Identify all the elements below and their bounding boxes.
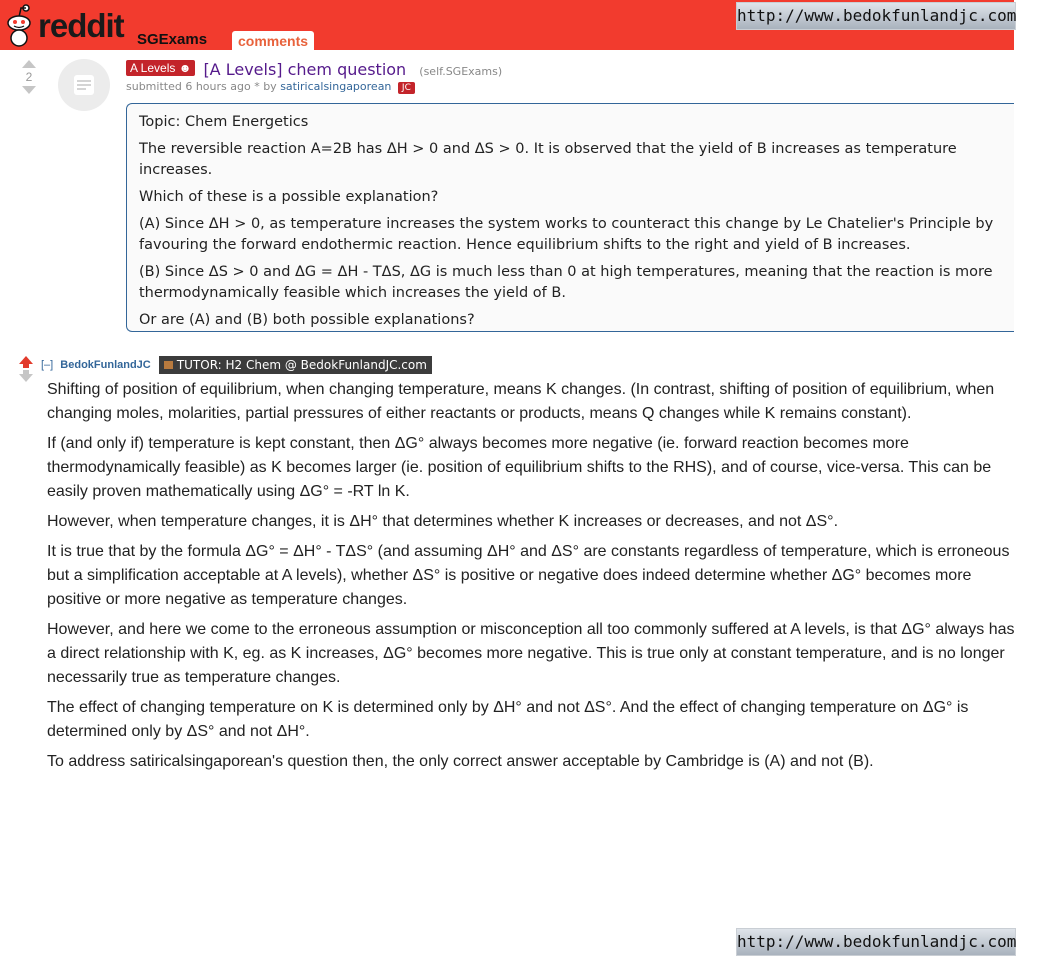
comment-paragraph: However, and here we come to the erroneous assumption or misconception all too commonly suffered at A levels, is that ΔG° always has a direct relationship with K, eg. as K increases, ΔG° becomes more negative. This is true only at constant temperature, and is no longer necessarily true as temperature changes. bbox=[47, 621, 1015, 686]
downvote-icon[interactable] bbox=[22, 86, 36, 94]
post-tagline bbox=[126, 80, 415, 94]
link-flair: A Levels ☻ bbox=[126, 60, 195, 76]
comment-paragraph: However, when temperature changes, it is ΔH° that determines whether K increases or decreases, and not ΔS°. bbox=[47, 513, 839, 530]
submitted-text: submitted 6 hours ago * by bbox=[126, 80, 277, 93]
post-paragraph: Topic: Chem Energetics bbox=[139, 114, 309, 130]
post-body bbox=[126, 103, 1014, 332]
post-paragraph: Which of these is a possible explanation? bbox=[139, 189, 439, 205]
post-domain[interactable]: (self.SGExams) bbox=[419, 65, 503, 78]
watermark-top: http://www.bedokfunlandjc.com bbox=[736, 2, 1016, 30]
post-paragraph: (B) Since ΔS > 0 and ΔG = ΔH - TΔS, ΔG is much less than 0 at high temperatures, meaning that the reaction is more thermodynamically feasible which increases the yield of B. bbox=[139, 264, 993, 301]
post-title[interactable]: [A Levels] chem question bbox=[203, 60, 407, 79]
post-score: 2 bbox=[25, 70, 33, 84]
self-post-thumbnail[interactable] bbox=[58, 59, 110, 111]
post-paragraph: (A) Since ΔH > 0, as temperature increases the system works to counteract this change by Le Chatelier's Principle by favouring the forward endothermic reaction. Hence equilibrium shifts to the right and yield of B increases. bbox=[139, 216, 994, 253]
comment-author-flair bbox=[159, 356, 432, 374]
post-paragraph: The reversible reaction A=2B has ΔH > 0 and ΔS > 0. It is observed that the yield of B increases as temperature increases. bbox=[139, 141, 957, 178]
comment-downvote-icon[interactable] bbox=[19, 374, 33, 382]
comment-upvote-stem bbox=[23, 364, 29, 368]
post-title-row bbox=[126, 60, 502, 79]
collapse-toggle[interactable]: [–] bbox=[41, 359, 54, 371]
upvote-icon[interactable] bbox=[22, 60, 36, 68]
reddit-logo[interactable]: reddit bbox=[38, 7, 124, 44]
watermark-bottom: http://www.bedokfunlandjc.com bbox=[736, 928, 1016, 956]
post-author[interactable]: satiricalsingaporean bbox=[280, 80, 392, 93]
snoo-icon[interactable] bbox=[4, 3, 34, 47]
comment-paragraph: Shifting of position of equilibrium, when changing temperature, means K changes. (In contrast, shifting of position of equilibrium, when changing moles, molarities, partial pressures of either reactants or products, means Q changes while K remains constant). bbox=[47, 381, 995, 422]
tab-comments[interactable]: comments bbox=[232, 31, 314, 50]
author-flair: JC bbox=[398, 82, 415, 94]
subreddit-name[interactable]: SGExams bbox=[137, 31, 208, 48]
comment-paragraph: To address satiricalsingaporean's question then, the only correct answer acceptable by Cambridge is (A) and not (B). bbox=[47, 753, 874, 770]
comment-paragraph: If (and only if) temperature is kept constant, then ΔG° always becomes more negative (ie. forward reaction becomes more thermodynamically feasible) as K becomes larger (ie. position of equilibrium shifts to the RHS), and of course, vice-versa. This can be easily proven mathematically using ΔG° = -RT ln K. bbox=[47, 435, 992, 500]
comment-vote bbox=[18, 356, 34, 382]
text-post-icon bbox=[58, 59, 110, 111]
comment-author[interactable]: BedokFunlandJC bbox=[60, 359, 151, 371]
link-flair-label: A Levels bbox=[130, 61, 176, 75]
comment-header bbox=[41, 356, 432, 374]
comment-paragraph: It is true that by the formula ΔG° = ΔH° - TΔS° (and assuming ΔH° and ΔS° are constants regardless of temperature, which is erroneous but a simplification acceptable at A levels), whether ΔS° is positive or negative does indeed determine whether ΔG° becomes more positive or more negative as temperature changes. bbox=[47, 543, 1010, 608]
comment-flair-label: TUTOR: H2 Chem @ BedokFunlandJC.com bbox=[176, 358, 427, 372]
graduation-cap-icon bbox=[164, 361, 173, 369]
post-vote bbox=[18, 60, 40, 94]
comment-paragraph: The effect of changing temperature on K is determined only by ΔH° and not ΔS°. And the effect of changing temperature on ΔG° is determined only by ΔS° and not ΔH°. bbox=[47, 699, 969, 740]
comment-upvote-icon[interactable] bbox=[19, 356, 33, 364]
comment-body bbox=[47, 378, 1017, 780]
post-paragraph: Or are (A) and (B) both possible explanations? bbox=[139, 312, 475, 328]
